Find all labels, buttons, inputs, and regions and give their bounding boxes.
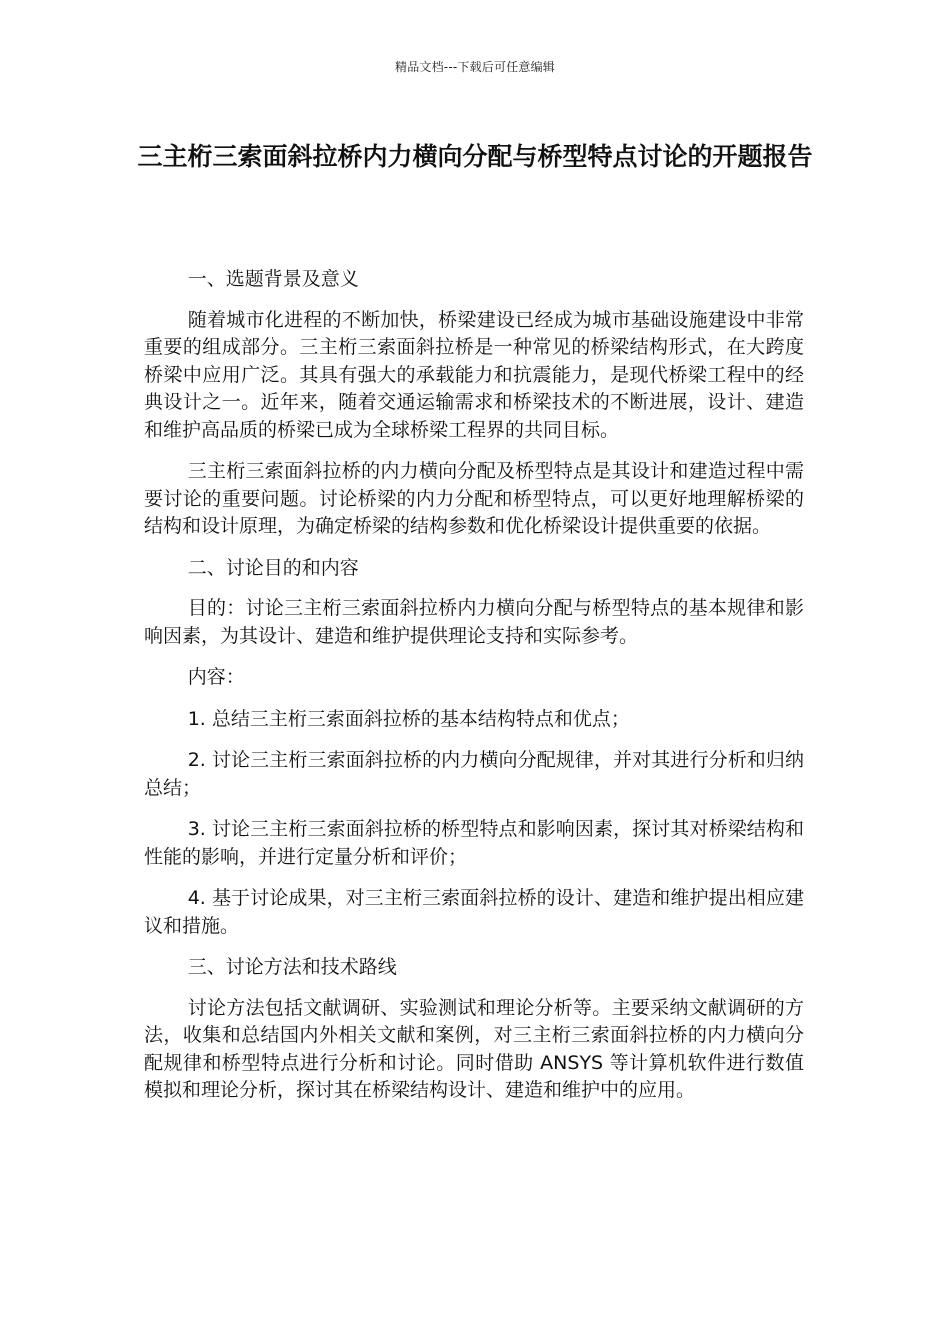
- content-item-1: 1. 总结三主桁三索面斜拉桥的基本结构特点和优点；: [187, 707, 630, 730]
- paragraph-background-2: 三主桁三索面斜拉桥的内力横向分配及桥型特点是其设计和建造过程中需要讨论的重要问题。讨论桥梁的内力分配和桥型特点，可以更好地理解桥梁的结构和设计原理，为确定桥梁的结构参数和优化桥梁设计提供重要的依据。: [144, 460, 804, 537]
- paragraph-purpose: 目的：讨论三主桁三索面斜拉桥内力横向分配与桥型特点的基本规律和影响因素，为其设计、建造和维护提供理论支持和实际参考。: [144, 597, 804, 647]
- header-note: 精品文档---下载后可任意编辑: [395, 60, 555, 74]
- content-label: 内容：: [187, 666, 245, 688]
- document-body: [144, 266, 804, 1119]
- section-heading-methods: 三、讨论方法和技术路线: [187, 956, 397, 978]
- content-item-4: 4. 基于讨论成果，对三主桁三索面斜拉桥的设计、建造和维护提出相应建议和措施。: [144, 887, 804, 937]
- paragraph-methods: 讨论方法包括文献调研、实验测试和理论分析等。主要采纳文献调研的方法，收集和总结国内外相关文献和案例，对三主桁三索面斜拉桥的内力横向分配规律和桥型特点进行分析和讨论。同时借助 ANSYS 等计算机软件进行数值模拟和理论分析，探讨其在桥梁结构设计、建造和维护中的应用。: [144, 996, 804, 1101]
- section-heading-purpose: 二、讨论目的和内容: [187, 556, 359, 579]
- section-heading-background: 一、选题背景及意义: [187, 268, 359, 290]
- paragraph-background-1: 随着城市化进程的不断加快，桥梁建设已经成为城市基础设施建设中非常重要的组成部分。三主桁三索面斜拉桥是一种常见的桥梁结构形式，在大跨度桥梁中应用广泛。其具有强大的承载能力和抗震能力，是现代桥梁工程中的经典设计之一。近年来，随着交通运输需求和桥梁技术的不断进展，设计、建造和维护高品质的桥梁已成为全球桥梁工程界的共同目标。: [144, 308, 804, 441]
- document-title: 三主桁三索面斜拉桥内力横向分配与桥型特点讨论的开题报告: [137, 142, 813, 171]
- content-item-2: 2. 讨论三主桁三索面斜拉桥的内力横向分配规律，并对其进行分析和归纳总结；: [144, 749, 804, 799]
- content-item-3: 3. 讨论三主桁三索面斜拉桥的桥型特点和影响因素，探讨其对桥梁结构和性能的影响，并进行定量分析和评价；: [144, 818, 804, 868]
